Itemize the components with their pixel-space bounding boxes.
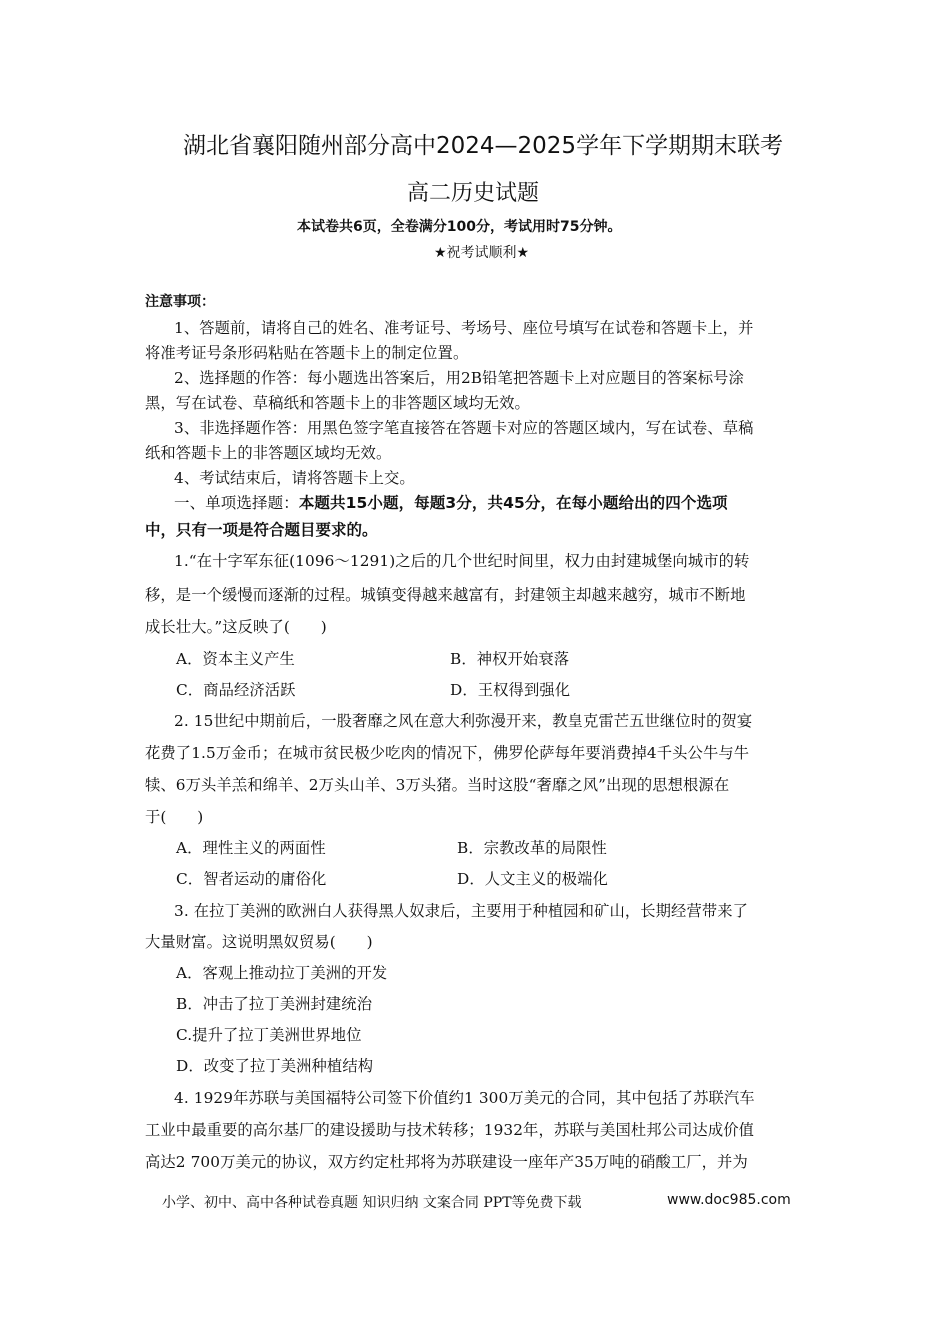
question-1-line: 1.“在十字军东征(1096～1291)之后的几个世纪时间里，权力由封建城堡向城市的转 <box>174 552 750 570</box>
question-2-option-c: C．智者运动的庸俗化 <box>176 870 327 888</box>
notice-line: 纸和答题卡上的非答题区域均无效。 <box>145 444 392 462</box>
footer-text: 小学、初中、高中各种试卷真题 知识归纳 文案合同 PPT等免费下载 <box>162 1195 582 1211</box>
question-2-option-b: B．宗教改革的局限性 <box>457 839 607 857</box>
section-instructions: 本题共15小题，每题3分，共45分，在每小题给出的四个选项 <box>298 494 728 512</box>
notice-heading: 注意事项： <box>145 294 215 310</box>
question-3-option-c: C.提升了拉丁美洲世界地位 <box>176 1026 362 1044</box>
notice-line: 将准考证号条形码粘贴在答题卡上的制定位置。 <box>145 344 469 362</box>
exam-info: 本试卷共6页，全卷满分100分，考试用时75分钟。 <box>297 219 622 235</box>
section-heading-cont: 中，只有一项是符合题目要求的。 <box>145 521 378 539</box>
section-prefix: 一、单项选择题： <box>174 494 299 512</box>
question-2-option-d: D．人文主义的极端化 <box>457 870 608 888</box>
exam-title: 湖北省襄阳随州部分高中2024—2025学年下学期期末联考 <box>183 133 784 159</box>
question-1-option-c: C．商品经济活跃 <box>176 681 296 699</box>
notice-line: 4、考试结束后，请将答题卡上交。 <box>174 469 415 487</box>
footer-site[interactable]: www.doc985.com <box>667 1192 791 1208</box>
notice-line: 3、非选择题作答：用黑色签字笔直接答在答题卡对应的答题区域内，写在试卷、草稿 <box>174 419 754 437</box>
exam-subtitle: 高二历史试题 <box>407 181 540 206</box>
question-3-option-a: A．客观上推动拉丁美洲的开发 <box>176 964 388 982</box>
question-4-line: 工业中最重要的高尔基厂的建设援助与技术转移；1932年，苏联与美国杜邦公司达成价值 <box>145 1121 755 1139</box>
question-3-line: 大量财富。这说明黑奴贸易( ) <box>145 933 373 951</box>
question-2-line: 2. 15世纪中期前后，一股奢靡之风在意大利弥漫开来，教皇克雷芒五世继位时的贺宴 <box>174 712 753 730</box>
question-2-line: 犊、6万头羊羔和绵羊、2万头山羊、3万头猪。当时这股“奢靡之风”出现的思想根源在 <box>145 776 730 794</box>
question-1-option-d: D．王权得到强化 <box>450 681 571 699</box>
exam-wish: ★祝考试顺利★ <box>434 245 530 261</box>
notice-line: 1、答题前，请将自己的姓名、准考证号、考场号、座位号填写在试卷和答题卡上，并 <box>174 319 754 337</box>
question-1-line: 成长壮大。”这反映了( ) <box>145 618 327 636</box>
question-1-option-b: B．神权开始衰落 <box>450 650 570 668</box>
notice-line: 2、选择题的作答：每小题选出答案后，用2B铅笔把答题卡上对应题目的答案标号涂 <box>174 369 744 387</box>
question-3-option-d: D．改变了拉丁美洲种植结构 <box>176 1057 374 1075</box>
question-2-option-a: A．理性主义的两面性 <box>176 839 326 857</box>
question-2-line: 花费了1.5万金币；在城市贫民极少吃肉的情况下，佛罗伦萨每年要消费掉4千头公牛与牛 <box>145 744 750 762</box>
question-2-line: 于( ) <box>145 808 204 826</box>
question-4-line: 高达2 700万美元的协议，双方约定杜邦将为苏联建设一座年产35万吨的硝酸工厂，并为 <box>145 1153 748 1171</box>
question-4-line: 4. 1929年苏联与美国福特公司签下价值约1 300万美元的合同，其中包括了苏联汽车 <box>174 1089 755 1107</box>
notice-line: 黑，写在试卷、草稿纸和答题卡上的非答题区域均无效。 <box>145 394 530 412</box>
question-1-option-a: A．资本主义产生 <box>176 650 295 668</box>
question-3-option-b: B．冲击了拉丁美洲封建统治 <box>176 995 373 1013</box>
question-1-line: 移，是一个缓慢而逐渐的过程。城镇变得越来越富有，封建领主却越来越穷，城市不断地 <box>145 586 746 604</box>
section-heading <box>174 491 728 513</box>
question-3-line: 3. 在拉丁美洲的欧洲白人获得黑人奴隶后，主要用于种植园和矿山，长期经营带来了 <box>174 902 749 920</box>
